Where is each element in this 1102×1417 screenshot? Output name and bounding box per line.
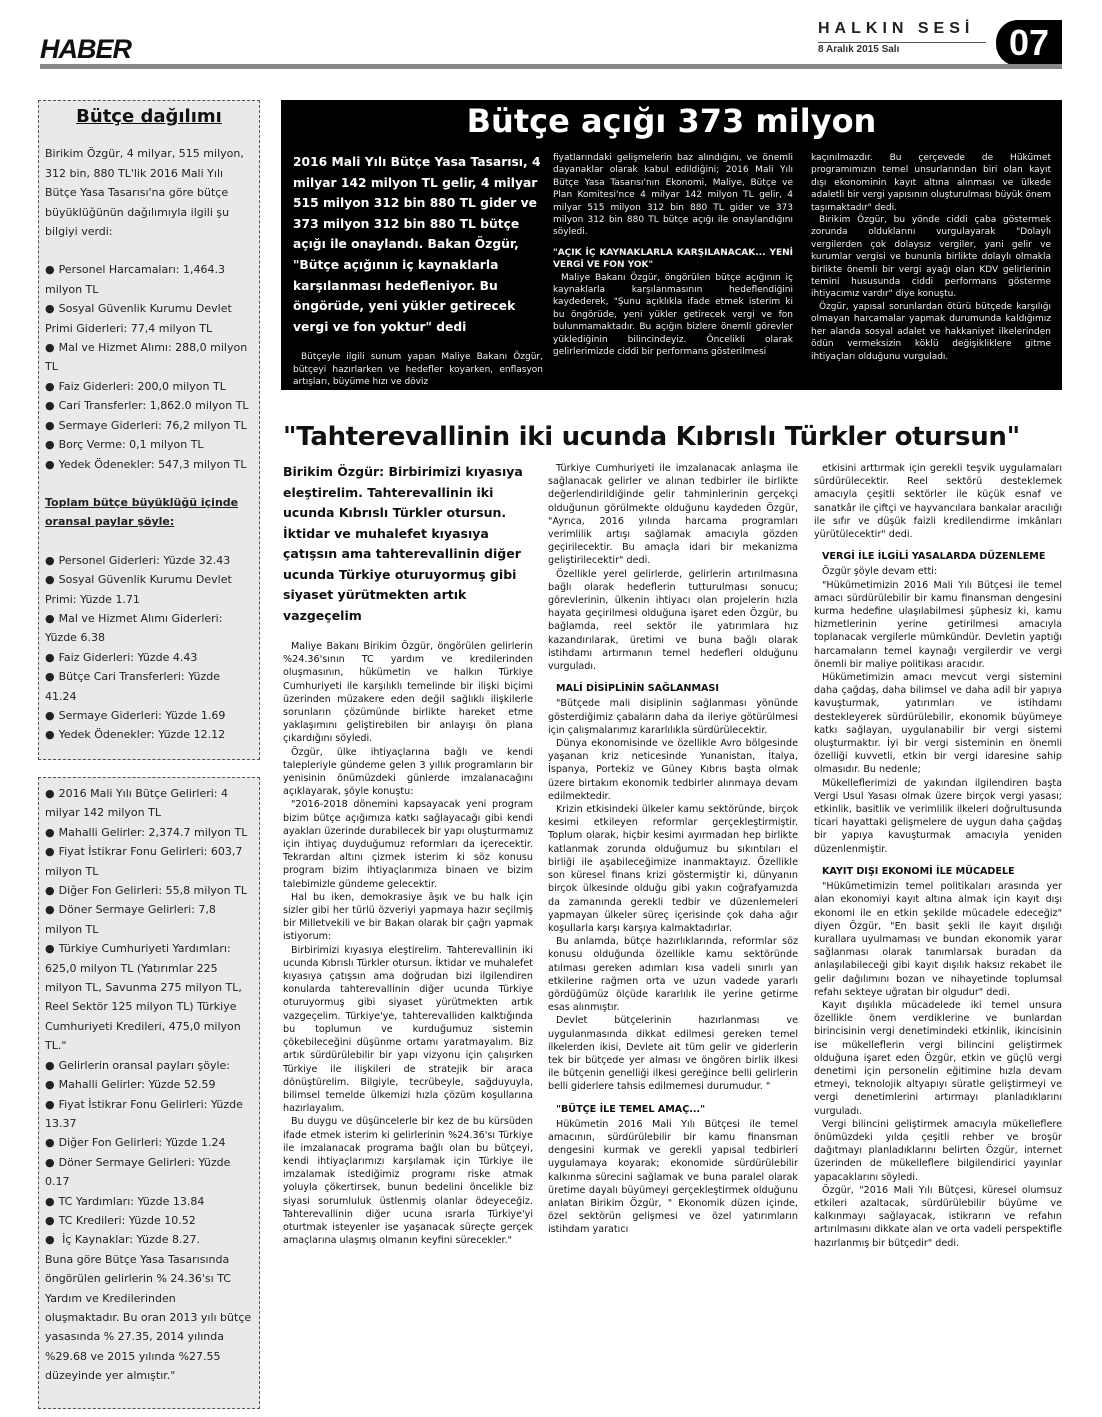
list-item: ● TC Yardımları: Yüzde 13.84 (45, 1192, 253, 1211)
article-paragraph: Hal bu iken, demokrasiye âşık ve bu halk için sizler gibi her türlü özveriyi yapmaya hazır seçilmiş bir Milletvekili ve bir Bakan olarak bir çağrı yapmak istiyorum: (283, 891, 533, 943)
list-item: ● Faiz Giderleri: Yüzde 4.43 (45, 648, 253, 667)
article-paragraph: Vergi bilincini geliştirmek amacıyla mükelleflere önümüzdeki yılda çeşitli rehber ve broşür dağıtmayı planladıklarını belirten Özgür, internet üzerinden de mükelleflere bilgilendirici yayınlar yapacaklarını söyledi. (814, 1118, 1062, 1183)
sidebar-closing: Buna göre Bütçe Yasa Tasarısında öngörülen gelirlerin % 24.36'sı TC Yardım ve Kredilerinden oluşmaktadır. Bu oran 2013 yılı bütçe yasasında % 27.35, 2014 yılında %29.68 ve 2015 yılında %27.55 düzeyinde yer almıştır." (45, 1252, 252, 1383)
section-title: HABER (40, 34, 132, 64)
sidebar-intro: Birikim Özgür, 4 milyar, 515 milyon, 312 bin, 880 TL'lik 2016 Mali Yılı Bütçe Yasa Tasarısı'na göre bütçe büyüklüğünün dağılımıyla ilgili şu bilgiyi verdi: (45, 147, 244, 239)
article-paragraph: "Hükümetimizin temel politikaları arasında yer alan ekonomiyi kayıt altına almak için kayıt dışı ekonomi ile en etkin şekilde mücadele edeceğiz" diyen Özgür, "En basit şekli ile kayıt dışılığı kurallara uyulmaması ve bundan ekonomik yarar sağlanması olarak tanımlarsak buradan da anlaşılabileceği gibi kayıt dışılık haksız rekabet ile gelir dağılımını bozan ve nihayetinde toplumsal refahı sekteye uğratan bir olgudur" dedi. (814, 881, 1062, 998)
header-rule (40, 64, 1062, 69)
main-column-2 (548, 462, 798, 1237)
article-paragraph: "Bütçede mali disiplinin sağlanması yönünde gösterdiğimiz çabaların daha da ileriye götürülmesi için çalışmalarımız kararlılıkla sürdürülecektir. (548, 698, 798, 736)
list-item: ● Faiz Giderleri: 200,0 milyon TL (45, 377, 253, 396)
list-item: ● Sosyal Güvenlik Kurumu Devlet Primi Giderleri: 77,4 milyon TL (45, 299, 253, 338)
article-paragraph: Dünya ekonomisinde ve özellikle Avro bölgesinde yaşanan kriz neticesinde Yunanistan, İtalya, İspanya, Portekiz ve Güney Kıbrıs başta olmak üzere birtakım ekonomik tedbirler alınmaya devam edilmektedir. (548, 738, 798, 802)
sidebar-title: Bütçe dağılımı (76, 106, 222, 127)
article-subheading: VERGİ İLE İLGİLİ YASALARDA DÜZENLEME (822, 551, 1046, 563)
article-paragraph: Mükelleflerimizi de yakından ilgilendiren başta Vergi Usul Yasası olmak üzere birçok vergi yasası; etkinlik, basitlik ve verimlilik ilkeleri doğrultusunda ticari hayattaki gelişmelere de uygun daha çağdaş bir yapıya kavuşturmak amacıyla yeniden düzenlenmiştir. (814, 777, 1062, 855)
article-paragraph: Bu duygu ve düşüncelerle bir kez de bu kürsüden ifade etmek isterim ki gelirlerinin %24.36'sı Türkiye ile imzalanacak programa bağlı olan bu bütçeyi, kendi ihtiyaçlarımızı karşılamak için Türkiye ile imzalamak istediğimiz programı riske atmak yoluyla çökertirsek, bunun bedelini öncelikle biz siyasi sorumluluk üstlenmiş olanlar ödeyeceğiz. Tahterevallinin diğer ucuna ısrarla Türkiye'yi oturtmak isteyenler ise yaşanacak süreçte gerçek amaçlarına ulaşmış olmanın keyfini sürecekler." (283, 1116, 533, 1247)
newspaper-name: HALKIN SESİ (818, 20, 975, 37)
article-paragraph: etkisini arttırmak için gerekli teşvik uygulamaları sürdürülecektir. Reel sektörü desteklemek amacıyla çeşitli sektörler ile küçük esnaf ve sanatkâr ile çiftçi ve hayvancılara bankalar aracılığı ile sıfır ve düşük faizli kredilendirme imkânları yürütülecektir" dedi. (814, 463, 1062, 541)
sidebar-subtitle: Toplam bütçe büyüklüğü içinde oransal paylar şöyle: (45, 495, 239, 529)
list-item: ● Mal ve Hizmet Alımı Giderleri: Yüzde 6.38 (45, 609, 253, 648)
article-headline: Bütçe açığı 373 milyon (466, 102, 877, 140)
list-item: ● İç Kaynaklar: Yüzde 8.27. (45, 1230, 253, 1249)
article-paragraph: Türkiye Cumhuriyeti ile imzalanacak anlaşma ile sağlanacak gelirler ve alınan tedbirler ile birlikte değerlendirildiğinde gelir tahminlerinin gerçekçi olduğunun görülmekte olduğunu kaydeden Özgür, "Ayrıca, 2016 yılında harcama programları verimlilik artışı sağlamak amacıyla gözden geçirilecektir. Bu amaçla idari bir mekanizma geliştirilecektir" dedi. (548, 463, 798, 567)
budget-deficit-article (281, 100, 1062, 390)
list-item: ● Sermaye Giderleri: 76,2 milyon TL (45, 416, 253, 435)
list-item: ● Türkiye Cumhuriyeti Yardımları: 625,0 milyon TL (Yatırımlar 225 milyon TL, Savunma 275 milyon TL, Reel Sektör 125 milyon TL) Türkiye Cumhuriyeti Kredileri, 475,0 milyon TL." (45, 939, 253, 1055)
article-paragraph: Özgür, yapısal sorunlardan ötürü bütçede karşılığı olmayan harcamalar yapmak durumunda kaldığımız her alanda sosyal adalet ve hakkaniyet ilkelerinden ödün vermeksizin köklü değişikliklere gitme ihtiyaçları olduğunu vurguladı. (811, 301, 1051, 362)
main-column-1 (283, 462, 533, 1247)
article-paragraph: fiyatlarındaki gelişmelerin baz alındığını, ve önemli dayanaklar olarak kabul edildiğini; 2016 Mali Yılı Bütçe Yasa Tasarısı'nın Ekonomi, Maliye, Bütçe ve Plan Komitesi'nce 4 milyar 142 milyon TL gelir, 4 milyar 515 milyon 312 bin 880 TL gider ve 373 milyon 312 bin 880 TL bütçe açığı ile onaylandığını söyledi. (553, 153, 793, 238)
article-paragraph: Birbirimizi kıyasıya eleştirelim. Tahterevallinin iki ucunda Kıbrıslı Türkler otursun. İktidar ve muhalefet kıyasıya çatışsın ama doğrudan bizi ilgilendiren konularda tahterevallinin diğer ucunda Türkiye oturuyormuş gibi siyaset yürütmekten artık vazgeçelim. Türkiye'ye, tahterevalliden kalktığında bu toplumun ve kurduğumuz sistemin çökebileceğini düşünme ortamı yaratmayalım. Biz artık sürdürülebilir bir yapı vizyonu için çalışırken Türkiye ile ilişkileri de stratejik bir araca dönüştürelim. Bilgiyle, tecrübeyle, sağduyuyla, bilimsel temelde ülkemizi hızla çözüm koşullarına hazırlayalım. (283, 944, 533, 1115)
list-item: ● Sosyal Güvenlik Kurumu Devlet Primi: Yüzde 1.71 (45, 570, 253, 609)
list-item: ● Yedek Ödenekler: Yüzde 12.12 (45, 725, 253, 744)
article-column-3 (811, 152, 1051, 363)
article-subheading: KAYIT DIŞI EKONOMİ İLE MÜCADELE (822, 865, 1015, 877)
list-item: ● Döner Sermaye Gelirleri: Yüzde 0.17 (45, 1153, 253, 1192)
list-item: ● Diğer Fon Gelirleri: 55,8 milyon TL (45, 881, 253, 900)
article-paragraph: Krizin etkisindeki ülkeler kamu sektöründe, birçok kesimi etkileyen reformlar gerçekleştirmiştir. Toplum olarak, hiçbir kesimi ayırmadan hep birlikte katlanmak zorunda olduğumuz bu sıkıntıları el birliği ile aşabileceğimize inanmaktayız. Özellikle son küresel finans krizi göstermiştir ki, dünyanın birçok ülkesinde olduğu gibi yakın coğrafyamızda da zamanında gerekli tedbir ve düzenlemeleri yapmayan ülkeler süreç içerisinde çok daha ağır koşullarla karşı karşıya kalmaktadırlar. (548, 804, 798, 934)
issue-date: 8 Aralık 2015 Salı (818, 44, 900, 55)
main-lead: Birikim Özgür: Birbirimizi kıyasıya eleştirelim. Tahterevallinin iki ucunda Kıbrıslı Türkler otursun. İktidar ve muhalefet kıyasıya çatışsın ama tahterevallinin diğer ucunda Türkiye oturuyormuş gibi siyaset yürütmekten artık vazgeçelim (283, 464, 523, 623)
article-column-1 (293, 152, 543, 389)
list-item: ● Bütçe Cari Transferleri: Yüzde 41.24 (45, 667, 253, 706)
article-paragraph: Özgür şöyle devam etti: (822, 566, 938, 578)
list-item: ● Cari Transferler: 1,862.0 milyon TL (45, 396, 253, 415)
article-paragraph: Kayıt dışılıkla mücadelede iki temel unsura özellikle önem verdiklerine ve bunlardan birincisinin vergi denetimindeki etkinlik, ikincisinin ise mükelleflerin vergi bilincini geliştirmek olduğuna işaret eden Özgür, etkin ve güçlü vergi denetimi için personelin eğitimine hızla devam etmeyi, teknolojik altyapıyı süratle geliştirmeyi ve vergi denetimlerini artırmayı planladıklarını vurguladı. (814, 999, 1062, 1117)
list-item: ● Gelirlerin oransal payları şöyle: (45, 1056, 253, 1075)
article-subheading: MALİ DİSİPLİNİN SAĞLANMASI (556, 683, 719, 695)
list-item: ● Mahalli Gelirler: Yüzde 52.59 (45, 1075, 253, 1094)
brand-divider (818, 42, 986, 43)
list-item: ● Yedek Ödenekler: 547,3 milyon TL (45, 455, 253, 474)
article-paragraph: kaçınılmazdır. Bu çerçevede de Hükümet programımızın temel unsurlarından biri olan kayıt dışı ekonominin kayıt altına alınması ve ülkede adaletli bir vergi yapısının oluşturulması büyük önem taşımaktadır" dedi. (811, 153, 1051, 213)
article-paragraph: Hükümetimizin amacı mevcut vergi sistemini daha çağdaş, daha bilimsel ve daha adil bir yapıya kavuşturmak, yatırımları ve istihdamı destekleyerek sürdürülebilir, ekonomik büyümeye katkı sağlayan, uygulanabilir bir vergi sistemi oluşturmaktır. İyi bir vergi sisteminin en önemli özelliği kuvvetli, etkin bir vergi idaresine sahip olmasıdır. Bu nedenle; (814, 672, 1062, 776)
list-item: ● TC Kredileri: Yüzde 10.52 (45, 1211, 253, 1230)
article-column-2 (553, 152, 793, 359)
article-paragraph: Hükümetin 2016 Mali Yılı Bütçesi ile temel amacının, sürdürülebilir bir kamu finansman dengesini kurmak ve gerekli yapısal tedbirleri uygulamaya koyarak; ekonomide sürdürülebilir kalkınma sürecini sağlamak ve buna paralel olarak üretime dayalı büyümeyi gerçekleştirmek olduğunu anlatan Birikim Özgür, " Ekonomik düzen içinde, özel sektörün gelişmesi ve özel yatırımların istihdam yaratıcı (548, 1118, 798, 1236)
list-item: ● Sermaye Giderleri: Yüzde 1.69 (45, 706, 253, 725)
article-lead: 2016 Mali Yılı Bütçe Yasa Tasarısı, 4 milyar 142 milyon TL gelir, 4 milyar 515 milyon 312 bin 880 TL gider ve 373 milyon 312 bin 880 TL bütçe açığı ile onaylandı. Bakan Özgür, "Bütçe açığının iç kaynaklarla karşılanması hedefleniyor. Bu öngörüde, yeni yükler getirecek vergi ve fon yoktur" dedi (293, 155, 541, 334)
list-item: ● Mal ve Hizmet Alımı: 288,0 milyon TL (45, 338, 253, 377)
article-subheading: "BÜTÇE İLE TEMEL AMAÇ..." (556, 1103, 706, 1115)
list-item: ● Diğer Fon Gelirleri: Yüzde 1.24 (45, 1133, 253, 1152)
page-number: 07 (996, 20, 1062, 66)
article-paragraph: Devlet bütçelerinin hazırlanması ve uygulanmasında dikkat edilmesi gereken temel ilkelerden ikisi, Devlete ait tüm gelir ve giderlerin tek bir bütçede yer alması ve öngören birlik ilkesi ile bütçenin genelliği ilkesi gereğince belli gelirlerin belli giderlere tahsis edilmemesi durumudur. " (548, 1015, 798, 1093)
sidebar-budget-distribution (38, 100, 260, 760)
list-item: ● 2016 Mali Yılı Bütçe Gelirleri: 4 milyar 142 milyon TL (45, 784, 253, 823)
article-paragraph: Özgür, "2016 Mali Yılı Bütçesi, küresel olumsuz etkileri azaltacak, sürdürülebilir büyüme ve kalkınmayı sağlayacak, istikrarın ve refahın artırılmasını dikkate alan ve orta vadeli perspektifle hazırlanmış bir bütçedir" dedi. (814, 1184, 1062, 1249)
main-headline: "Tahterevallinin iki ucunda Kıbrıslı Türkler otursun" (283, 422, 1020, 452)
article-paragraph: "2016-2018 dönemini kapsayacak yeni program bizim bütçe açığımıza katkı sağlayacağı gibi kendi ayakları üzerinde durabilecek bir yapı oluşturmamız için ihtiyaç duyduğumuz reformları da içerecektir. Tekrardan altını çizmek isterim ki söz konusu program bizim ihtiyaçlarımıza binaen ve bizim talebimizle gündeme gelecektir. (283, 799, 533, 890)
article-subheading: "AÇIK İÇ KAYNAKLARLA KARŞILANACAK... YENİ VERGİ VE FON YOK" (553, 247, 793, 271)
article-paragraph: Bu anlamda, bütçe hazırlıklarında, reformlar söz konusu olduğunda özellikle kamu sektöründe atılması gereken adımları kısa vadeli sınırlı yan etkilerine rağmen orta ve uzun vadede yararlı gördüğümüz ölçüde kararlılık ile yerine getirme esas alınmıştır. (548, 936, 798, 1014)
article-paragraph: Maliye Bakanı Birikim Özgür, öngörülen gelirlerin %24.36'sının TC yardım ve kredilerinden oluşmasının, hükümetin ve halkın Türkiye Cumhuriyeti ile karşılıklı temelinde bir ilişki biçimi üzerinden müzakere eden değil sağlıklı ilişkilerle sorunların çözümünde birlikte hareket etme yaklaşımını geliştirebilen bir anlayışı ön plana çıkardığını söyledi. (283, 641, 533, 745)
list-item: ● Personel Harcamaları: 1,464.3 milyon TL (45, 260, 253, 299)
list-item: ● Mahalli Gelirler: 2,374.7 milyon TL (45, 823, 253, 842)
list-item: ● Döner Sermaye Gelirleri: 7,8 milyon TL (45, 900, 253, 939)
article-paragraph: Maliye Bakanı Özgür, öngörülen bütçe açığının iç kaynaklarla karşılanmasının hedeflendiğini kaydederek, "Şunu açıklıkla ifade etmek isterim ki bu öngörüde, yeni yükler getirecek vergi ve fon bulunmamaktadır. Bu açığın bizlere önemli görevler yüklediğinin bilincindeyiz. Öncelikli olarak gelirlerimizde ciddi bir performans gösterilmesi (553, 272, 793, 358)
masthead-brand (818, 20, 988, 55)
article-paragraph: Bütçeyle ilgili sunum yapan Maliye Bakanı Özgür, bütçeyi hazırlarken ve hedefler koyarken, enflasyon artışları, büyüme hızı ve döviz (293, 352, 543, 388)
article-paragraph: Özellikle yerel gelirlerde, gelirlerin artırılmasına bağlı olarak hedeflerin tutturulması sonucu; görevlerinin, ülkenin ihtiyacı olan projelerin hızla hayata geçirilmesi olduğuna işaret eden Özgür, bu bağlamda, reel sektör ile yatırımlara hız kazandırılarak, üretimi ve buna bağlı olarak istihdamı artırmanın temel hedefleri olduğunu vurguladı. (548, 568, 798, 673)
article-paragraph: "Hükümetimizin 2016 Mali Yılı Bütçesi ile temel amacı sürdürülebilir bir kamu finansman dengesini kurma hedefine ulaşılabilmesi şüphesiz ki, kamu hizmetlerinin yerine getirilmesi amacıyla toplanacak vergilerle mümkündür. Devletin yaptığı harcamaların temel kaynağı vergilerdir ve vergi önemli bir maliye politikası aracıdır. (814, 579, 1062, 670)
article-paragraph: Özgür, ülke ihtiyaçlarına bağlı ve kendi talepleriyle gündeme gelen 3 yıllık programların bir yenisinin önümüzdeki günlerde imzalanacağını açıklayarak, şöyle konuştu: (283, 746, 533, 798)
article-paragraph: Birikim Özgür, bu yönde ciddi çaba göstermek zorunda olduklarını vurgulayarak "Dolaylı vergilerden çok dolaysız vergiler, yani gelir ve kurumlar vergisi ve bununla birlikte dolaylı olmakla birlikte önemli bir vergi ayağı olan KDV gelirlerinin temini hususunda ciddi performans gösterme ihtiyacımız vardır" diye konuştu. (811, 215, 1051, 300)
main-column-3 (814, 462, 1062, 1250)
list-item: ● Fiyat İstikrar Fonu Gelirleri: 603,7 milyon TL (45, 842, 253, 881)
sidebar-revenue-list (38, 777, 260, 1409)
list-item: ● Personel Giderleri: Yüzde 32.43 (45, 551, 253, 570)
list-item: ● Borç Verme: 0,1 milyon TL (45, 435, 253, 454)
list-item: ● Fiyat İstikrar Fonu Gelirleri: Yüzde 13.37 (45, 1095, 253, 1134)
